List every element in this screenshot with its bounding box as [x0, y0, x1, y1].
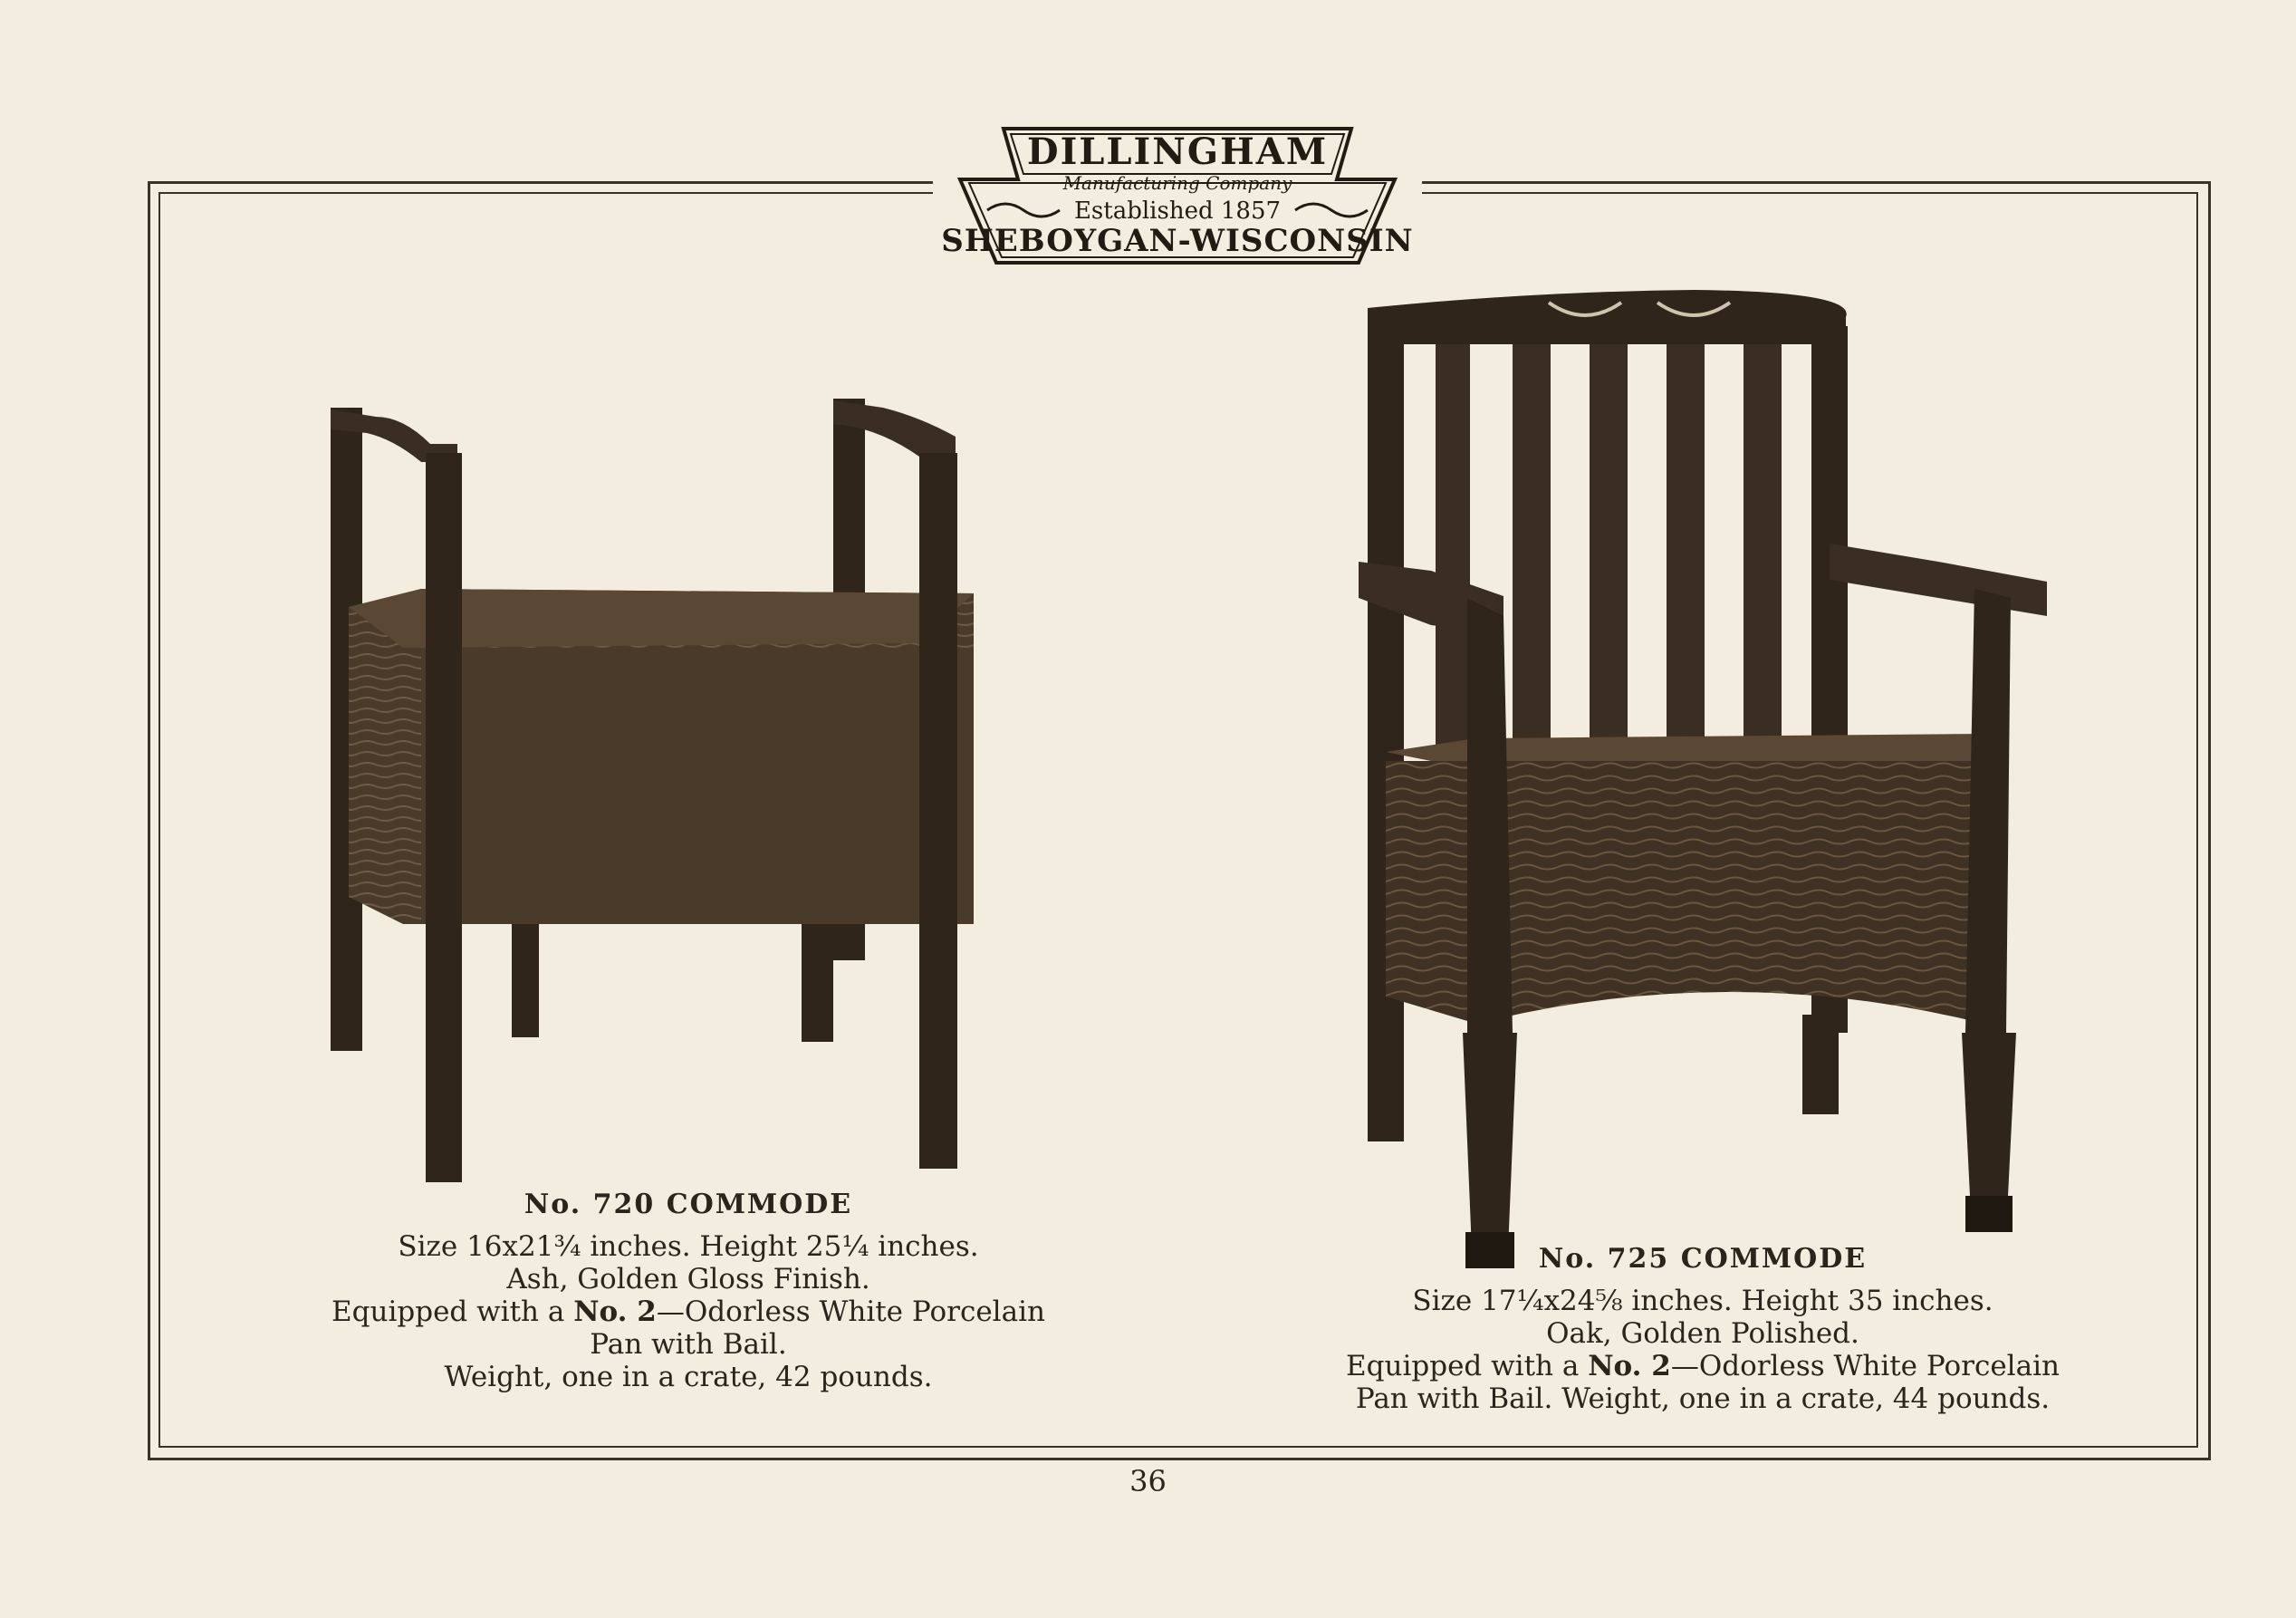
company-logo — [933, 127, 1422, 272]
product-720-equip-suffix: —Odorless White Porcelain — [656, 1295, 1045, 1328]
product-725-equip-prefix: Equipped with a — [1346, 1350, 1589, 1382]
product-725-caption — [1322, 1243, 2083, 1415]
page-number: 36 — [1129, 1464, 1167, 1498]
product-725-finish: Oak, Golden Polished. — [1546, 1317, 1859, 1350]
established-year: Established 1857 — [1073, 197, 1282, 225]
company-name: DILLINGHAM — [1026, 130, 1329, 173]
commode-725-illustration — [1350, 290, 2056, 1277]
product-725-size: Size 17¼x24⅝ inches. Height 35 inches. — [1412, 1285, 1993, 1317]
product-720-caption — [299, 1189, 1078, 1393]
commode-720-illustration — [322, 390, 1019, 1187]
product-720-title: No. 720 COMMODE — [524, 1189, 853, 1220]
product-725-equipment — [1322, 1350, 2083, 1382]
product-725-pan-weight: Pan with Bail. Weight, one in a crate, 44 pounds. — [1355, 1382, 2051, 1415]
product-720-size: Size 16x21¾ inches. Height 25¼ inches. — [398, 1230, 979, 1263]
product-720-finish: Ash, Golden Gloss Finish. — [506, 1263, 870, 1295]
product-720-pan: Pan with Bail. — [590, 1328, 787, 1361]
company-location: SHEBOYGAN-WISCONSIN — [941, 223, 1414, 259]
product-720-equipment — [299, 1295, 1078, 1328]
company-type: Manufacturing Company — [1062, 172, 1292, 194]
product-725-title: No. 725 COMMODE — [1538, 1243, 1868, 1275]
product-720-equip-model: No. 2 — [573, 1295, 657, 1328]
product-720-equip-prefix: Equipped with a — [331, 1295, 574, 1328]
product-720-weight: Weight, one in a crate, 42 pounds. — [444, 1361, 933, 1393]
product-725-equip-suffix: —Odorless White Porcelain — [1670, 1350, 2060, 1382]
product-725-equip-model: No. 2 — [1588, 1350, 1671, 1382]
